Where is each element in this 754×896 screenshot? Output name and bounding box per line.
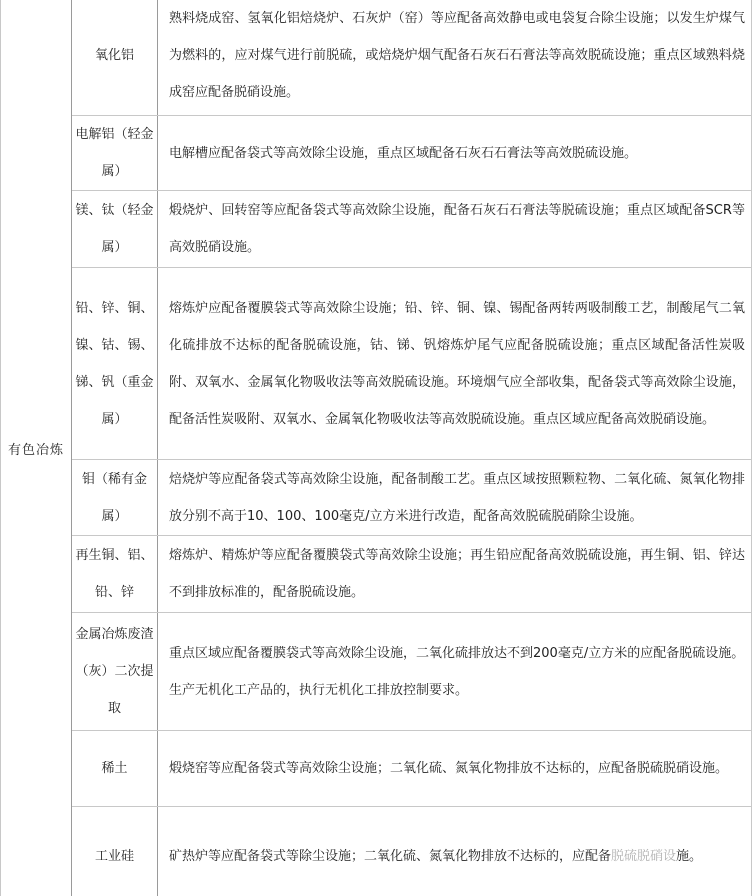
requirement-cell [158, 536, 752, 613]
subcategory-label: 电解铝（轻金属） [75, 127, 154, 179]
requirement-text: 熔炼炉应配备覆膜袋式等高效除尘设施；铅、锌、铜、镍、锡配备两转两吸制酸工艺，制酸尾气二氧化硫排放不达标的配备脱硫设施，钴、锑、钒熔炼炉尾气应配备脱硫设施；重点区域配备活性炭吸附、双氧水、金属氧化物吸收法等高效脱硫设施。环境烟气应全部收集，配备袋式等高效除尘设施，配备活性炭吸附、双氧水、金属氧化物吸收法等高效脱硫设施。重点区域应配备高效脱硝设施。 [169, 300, 745, 427]
subcategory-cell [72, 191, 158, 268]
subcategory-cell [72, 116, 158, 191]
table-row [1, 613, 752, 731]
requirement-text: 熔炼炉、精炼炉等应配备覆膜袋式等高效除尘设施；再生铅应配备高效脱硫设施，再生铜、铝、锌达不到排放标准的，配备脱硫设施。 [169, 548, 745, 600]
subcategory-cell [72, 536, 158, 613]
subcategory-cell [72, 0, 158, 116]
requirement-text: 重点区域应配备覆膜袋式等高效除尘设施，二氧化硫排放达不到200毫克/立方米的应配备脱硫设施。 [169, 645, 745, 661]
table-row [1, 731, 752, 807]
subcategory-label: 氧化铝 [94, 47, 134, 63]
requirement-text: 煅烧窑等应配备袋式等高效除尘设施；二氧化硫、氮氧化物排放不达标的，应配备脱硫脱硝设施。 [169, 761, 729, 776]
subcategory-label: 铅、锌、铜、镍、钴、锡、锑、钒（重金属） [75, 300, 154, 427]
table-row [1, 268, 752, 460]
subcategory-cell [72, 460, 158, 536]
requirement-cell [158, 731, 752, 807]
subcategory-cell [72, 268, 158, 460]
requirement-text: 煅烧炉、回转窑等应配备袋式等高效除尘设施，配备石灰石石膏法等脱硫设施；重点区域配备SCR等高效脱硝设施。 [169, 203, 745, 255]
requirement-cell [158, 460, 752, 536]
requirement-text: 焙烧炉等应配备袋式等高效除尘设施，配备制酸工艺。重点区域按照颗粒物、二氧化硫、氮氧化物排放分别不高于10、100、100毫克/立方米进行改造，配备高效脱硫脱硝除尘设施。 [169, 471, 745, 524]
table-row [1, 0, 752, 116]
requirement-cell [158, 0, 752, 116]
subcategory-label: 钼（稀有金属） [81, 471, 147, 524]
subcategory-cell [72, 731, 158, 807]
requirement-text [169, 838, 745, 875]
subcategory-label: 金属冶炼废渣（灰）二次提取 [75, 627, 154, 716]
table-row [1, 460, 752, 536]
subcategory-label: 再生铜、铝、铅、锌 [75, 548, 154, 600]
requirement-cell [158, 116, 752, 191]
requirement-text: 生产无机化工产品的，执行无机化工排放控制要求。 [169, 682, 469, 698]
category-cell [1, 0, 72, 896]
requirement-cell [158, 613, 752, 731]
subcategory-cell [72, 807, 158, 896]
table-row [1, 536, 752, 613]
requirement-text-main: 矿热炉等应配备袋式等除尘设施；二氧化硫、氮氧化物排放不达标的，应配备 [169, 849, 612, 864]
table-row [1, 116, 752, 191]
table-row [1, 191, 752, 268]
requirement-cell [158, 268, 752, 460]
requirement-text: 熟料烧成窑、氢氧化铝焙烧炉、石灰炉（窑）等应配备高效静电或电袋复合除尘设施；以发生炉煤气为燃料的，应对煤气进行前脱硫，或焙烧炉烟气配备石灰石石膏法等高效脱硫设施；重点区域熟料烧成窑应配备脱硝设施。 [169, 10, 745, 100]
requirement-cell [158, 191, 752, 268]
table-row [1, 807, 752, 896]
subcategory-label: 工业硅 [94, 849, 134, 864]
subcategory-label: 稀土 [101, 761, 128, 776]
subcategory-cell [72, 613, 158, 731]
requirement-text-tail: 施。 [676, 849, 703, 864]
requirement-text: 电解槽应配备袋式等高效除尘设施，重点区域配备石灰石石膏法等高效脱硫设施。 [169, 145, 638, 161]
requirement-text-faded: 脱硫脱硝设 [611, 849, 677, 864]
subcategory-label: 镁、钛（轻金属） [75, 203, 154, 255]
requirement-cell [158, 807, 752, 896]
category-label: 有色冶炼 [7, 443, 64, 458]
